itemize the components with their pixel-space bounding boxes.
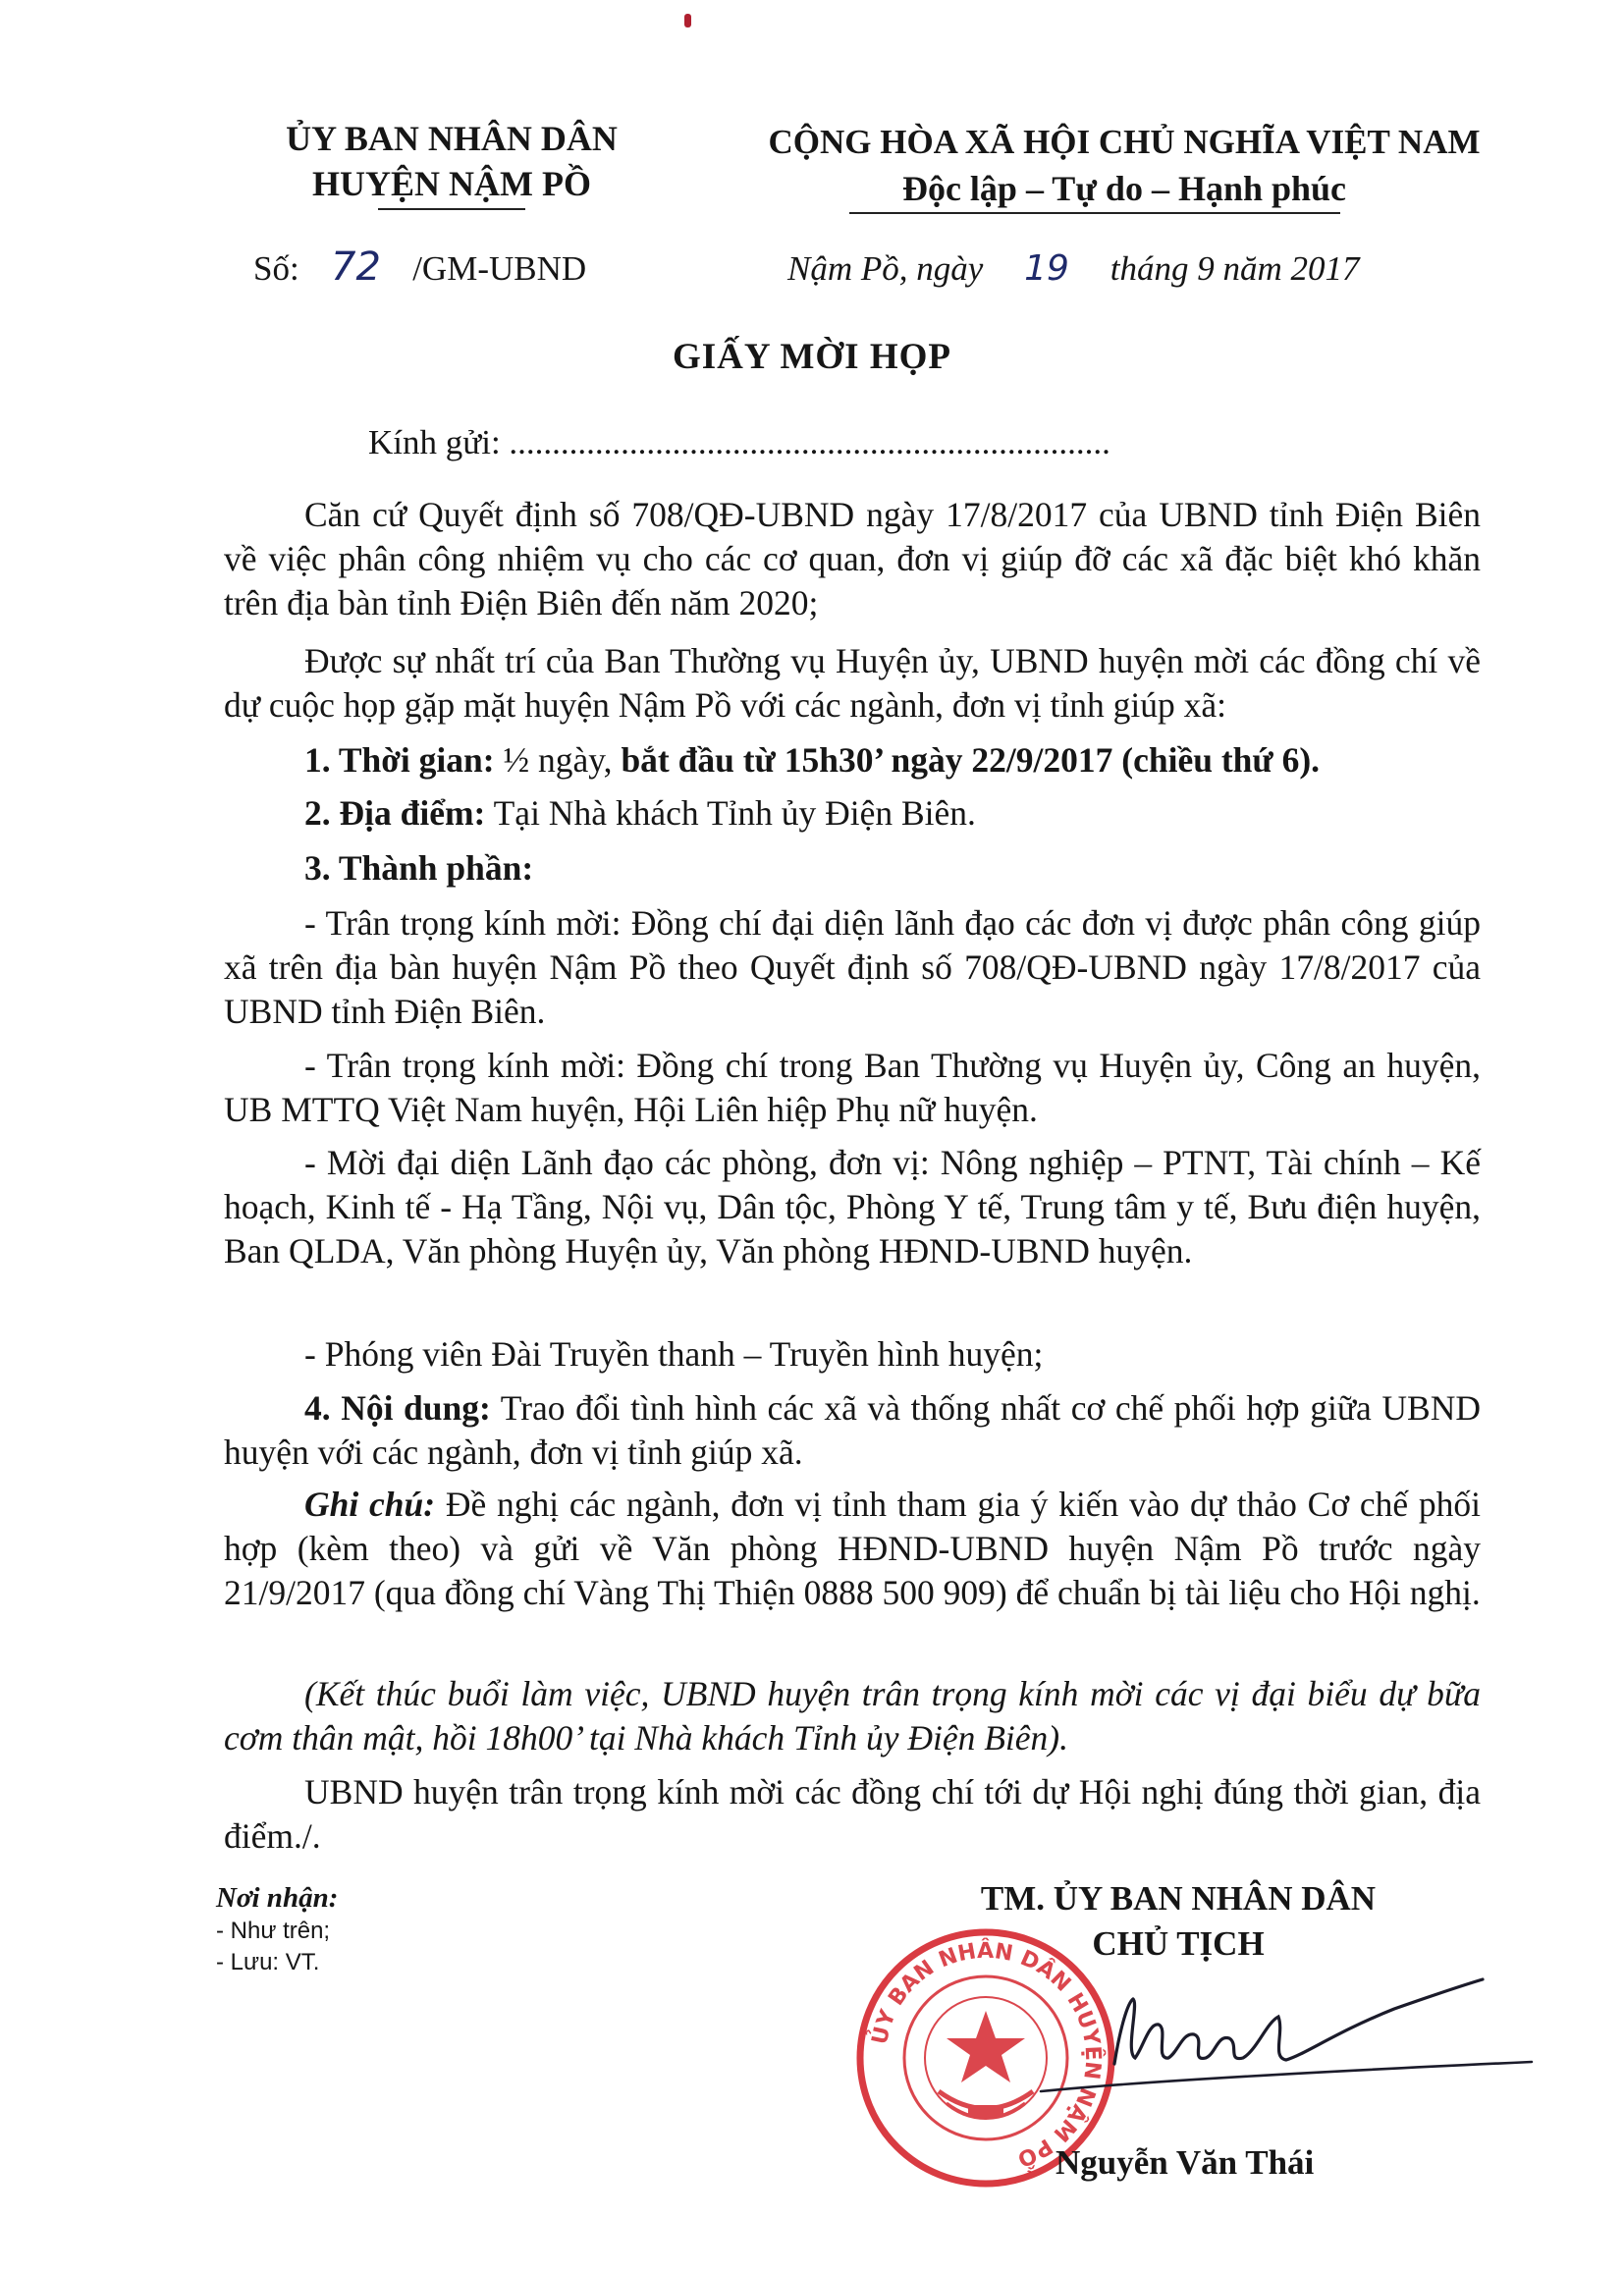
agency-line-2: HUYỆN NẬM PỒ bbox=[312, 164, 591, 203]
item-location-text: Tại Nhà khách Tỉnh ủy Điện Biên. bbox=[485, 793, 976, 833]
number-handwritten: 72 bbox=[331, 244, 381, 290]
nation-line-1: CỘNG HÒA XÃ HỘI CHỦ NGHĨA VIỆT NAM bbox=[768, 123, 1481, 161]
item-content bbox=[224, 1386, 1481, 1475]
dinner-note: (Kết thúc buổi làm việc, UBND huyện trân trọng kính mời các vị đại biểu dự bữa cơm thân mật, hồi 18h00’ tại Nhà khách Tỉnh ủy Điện Biên). bbox=[224, 1674, 1481, 1757]
participants-c: - Mời đại diện Lãnh đạo các phòng, đơn vị: Nông nghiệp – PTNT, Tài chính – Kế hoạch, Kinh tế - Hạ Tầng, Nội vụ, Dân tộc, Phòng Y tế, Trung tâm y tế, Bưu điện huyện, Ban QLDA, Văn phòng Huyện ủy, Văn phòng HĐND-UBND huyện. bbox=[224, 1143, 1481, 1271]
agency-underline bbox=[378, 208, 525, 210]
date-day-handwritten: 19 bbox=[1024, 248, 1069, 289]
item-content-label: 4. Nội dung: bbox=[304, 1388, 491, 1428]
agency-name bbox=[236, 116, 668, 206]
participants-d: - Phóng viên Đài Truyền thanh – Truyền hình huyện; bbox=[304, 1334, 1044, 1374]
document-number bbox=[253, 243, 586, 293]
date-suffix: tháng 9 năm 2017 bbox=[1110, 249, 1360, 288]
recipients-block bbox=[216, 1880, 338, 1978]
motto-underline bbox=[849, 212, 1340, 214]
item-location bbox=[224, 791, 1481, 836]
participants-a: - Trân trọng kính mời: Đồng chí đại diện lãnh đạo các đơn vị được phân công giúp xã trên địa bàn huyện Nậm Pồ theo Quyết định số 708/QĐ-UBND ngày 17/8/2017 của UBND tỉnh Điện Biên. bbox=[224, 903, 1481, 1031]
item-time bbox=[224, 738, 1481, 783]
signature-position: CHỦ TỊCH bbox=[1092, 1924, 1265, 1963]
recipients-line-2: - Lưu: VT. bbox=[216, 1949, 320, 1975]
note-label: Ghi chú: bbox=[304, 1485, 436, 1524]
body-paragraph-basis: Căn cứ Quyết định số 708/QĐ-UBND ngày 17/8/2017 của UBND tỉnh Điện Biên về việc phân công nhiệm vụ cho các cơ quan, đơn vị giúp đỡ các xã đặc biệt khó khăn trên địa bàn tỉnh Điện Biên đến năm 2020; bbox=[224, 495, 1481, 622]
date-prefix: Nậm Pồ, ngày bbox=[787, 249, 984, 288]
note-paragraph bbox=[224, 1483, 1481, 1615]
item-participants-label: 3. Thành phần: bbox=[304, 848, 534, 888]
recipient-line: Kính gửi: ...................................................................... bbox=[368, 423, 1110, 461]
body-paragraph-approval: Được sự nhất trí của Ban Thường vụ Huyện ủy, UBND huyện mời các đồng chí về dự cuộc họp gặp mặt huyện Nậm Pồ với các ngành, đơn vị tỉnh giúp xã: bbox=[224, 641, 1481, 725]
item-location-label: 2. Địa điểm: bbox=[304, 793, 486, 833]
scan-speck bbox=[684, 14, 691, 27]
item-participants bbox=[224, 846, 1481, 891]
national-motto bbox=[692, 120, 1556, 212]
number-suffix: /GM-UBND bbox=[412, 249, 587, 288]
nation-line-2: Độc lập – Tự do – Hạnh phúc bbox=[901, 169, 1347, 208]
item-time-label: 1. Thời gian: bbox=[304, 740, 495, 780]
star-icon bbox=[947, 2011, 1025, 2082]
item-time-plain: ½ ngày, bbox=[494, 740, 622, 780]
recipients-label: Nơi nhận: bbox=[216, 1882, 339, 1914]
document-title: GIẤY MỜI HỌP bbox=[672, 337, 951, 377]
signature-on-behalf: TM. ỦY BAN NHÂN DÂN bbox=[980, 1879, 1377, 1918]
signer-name: Nguyễn Văn Thái bbox=[1056, 2143, 1315, 2182]
closing-paragraph: UBND huyện trân trọng kính mời các đồng chí tới dự Hội nghị đúng thời gian, địa điểm./. bbox=[224, 1772, 1481, 1856]
agency-line-1: ỦY BAN NHÂN DÂN bbox=[286, 119, 618, 158]
recipients-line-1: - Như trên; bbox=[216, 1918, 331, 1944]
item-time-bold: bắt đầu từ 15h30’ ngày 22/9/2017 (chiều thứ 6). bbox=[621, 740, 1321, 780]
participants-b: - Trân trọng kính mời: Đồng chí trong Ban Thường vụ Huyện ủy, Công an huyện, UB MTTQ Việt Nam huyện, Hội Liên hiệp Phụ nữ huyện. bbox=[224, 1046, 1481, 1129]
number-prefix: Số: bbox=[253, 249, 299, 288]
stamp-text: ỦY BAN NHÂN DÂN HUYỆN NẬM PỒ bbox=[867, 1938, 1106, 2172]
signature-mark bbox=[1021, 1964, 1571, 2111]
document-date bbox=[787, 245, 1360, 293]
note-text: Đề nghị các ngành, đơn vị tỉnh tham gia ý kiến vào dự thảo Cơ chế phối hợp (kèm theo) và gửi về Văn phòng HĐND-UBND huyện Nậm Pồ trước ngày 21/9/2017 (qua đồng chí Vàng Thị Thiện 0888 500 909) để chuẩn bị tài liệu cho Hội nghị. bbox=[224, 1485, 1481, 1612]
item-content-text: Trao đổi tình hình các xã và thống nhất cơ chế phối hợp giữa UBND huyện với các ngành, đơn vị tỉnh giúp xã. bbox=[224, 1388, 1481, 1472]
